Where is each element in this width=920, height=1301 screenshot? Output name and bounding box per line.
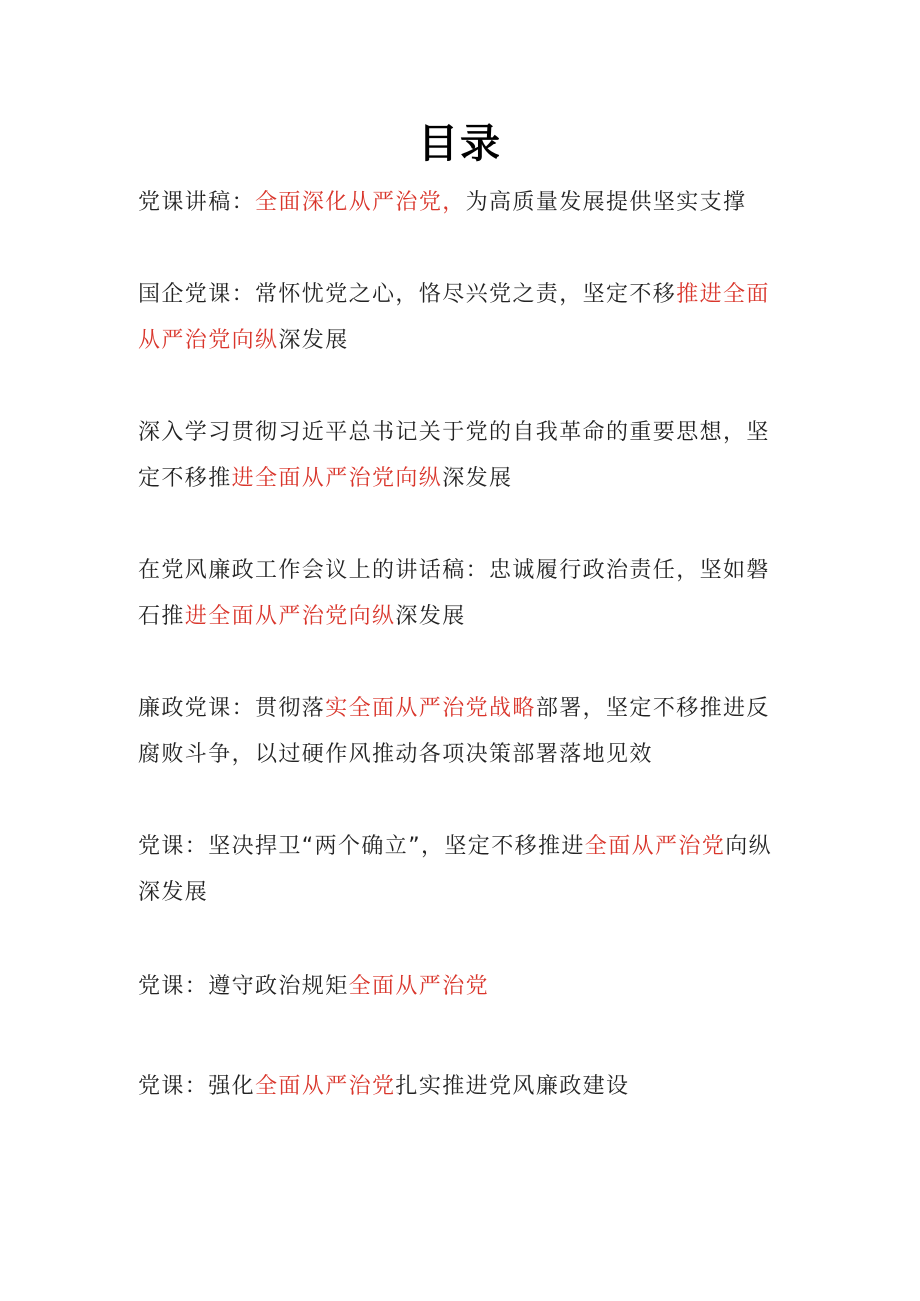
entry-2-text: 国企党课：常怀忧党之心，恪尽兴党之责，坚定不移 [138, 282, 677, 307]
entry-1-text: 党课讲稿： [138, 190, 256, 215]
entry-1-text-end: 为高质量发展提供坚实支撑 [465, 190, 747, 215]
entry-1-highlight: 全面深化从严治党， [255, 190, 466, 215]
entry-6-text-end: 向纵深发展 [138, 834, 773, 905]
entry-8-highlight: 全面从严治党 [255, 1074, 396, 1099]
toc-entry-4[interactable] [138, 548, 788, 640]
entry-2-highlight: 推进全面从严治党向纵 [138, 282, 770, 353]
toc-entry-2[interactable] [138, 272, 788, 364]
entry-5-text: 廉政党课：贯彻落 [138, 696, 326, 721]
entry-6-highlight: 全面从严治党 [584, 834, 726, 859]
entry-3-text-end: 深发展 [442, 466, 513, 491]
entry-4-text-end: 深发展 [395, 604, 466, 629]
entry-6-text: 党课：坚决捍卫“两个确立”，坚定不移推进 [138, 834, 585, 859]
entry-5-text-end: 部署，坚定不移推进反腐败斗争，以过硬作风推动各项决策部署落地见效 [138, 696, 770, 767]
toc-entry-1[interactable] [138, 180, 788, 226]
toc-entry-7[interactable] [138, 964, 788, 1010]
entry-8-text: 党课：强化 [138, 1074, 256, 1099]
entry-2-text-end: 深发展 [278, 328, 349, 353]
entry-7-text: 党课：遵守政治规矩 [138, 974, 349, 999]
entry-4-text: 在党风廉政工作会议上的讲话稿：忠诚履行政治责任，坚如磐石推 [138, 558, 770, 629]
entry-3-highlight: 进全面从严治党向纵 [231, 466, 443, 491]
entry-5-highlight: 实全面从严治党战略 [325, 696, 536, 721]
entry-8-text-end: 扎实推进党风廉政建设 [395, 1074, 630, 1099]
toc-title: 目录 [418, 121, 502, 167]
entry-7-highlight: 全面从严治党 [348, 974, 490, 999]
toc-entry-5[interactable] [138, 686, 788, 778]
toc-entry-6[interactable] [138, 824, 788, 916]
entry-3-text: 深入学习贯彻习近平总书记关于党的自我革命的重要思想，坚定不移推 [138, 420, 770, 491]
entry-4-highlight: 进全面从严治党向纵 [184, 604, 396, 629]
toc-entry-8[interactable] [138, 1064, 788, 1110]
toc-entry-3[interactable] [138, 410, 788, 502]
